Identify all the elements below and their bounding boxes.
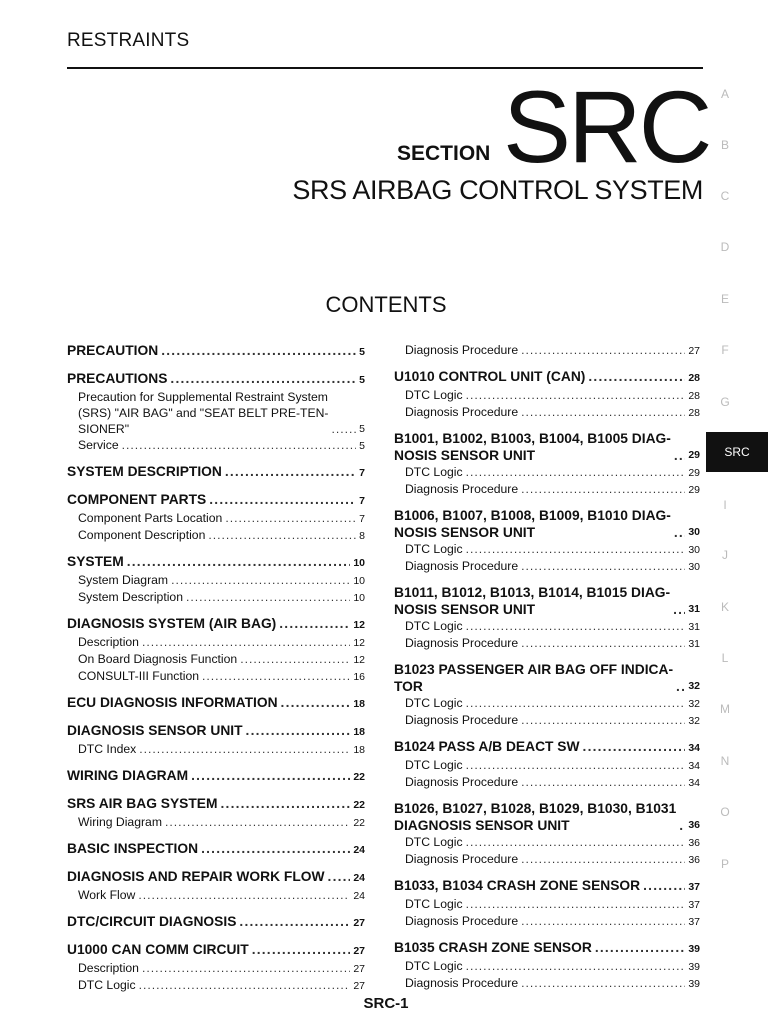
toc-subentry-page: 32 (688, 715, 700, 727)
toc-group (67, 694, 365, 713)
toc-section-entry-page: 24 (353, 844, 365, 856)
dot-leader (202, 668, 350, 684)
toc-subentry-page: 18 (353, 744, 365, 756)
toc-section-entry-page: 34 (688, 742, 700, 754)
toc-subentry-title: Diagnosis Procedure (405, 775, 519, 789)
toc-group (394, 800, 700, 868)
toc-subentry-page: 36 (688, 837, 700, 849)
page-number: SRC-1 (363, 995, 409, 1012)
toc-section-entry-title: SYSTEM DESCRIPTION (67, 464, 222, 479)
toc-section-entry-title: U1000 CAN COMM CIRCUIT (67, 942, 249, 957)
dot-leader (171, 572, 350, 588)
toc-subentry[interactable] (394, 541, 700, 558)
dot-leader (595, 939, 686, 956)
toc-subentry-title: Diagnosis Procedure (405, 343, 519, 357)
toc-subentry-title: Precaution for Supplemental Restraint System (SRS) "AIR BAG" and "SEAT BELT PRE-TEN- SIONER" (78, 390, 329, 436)
toc-subentry[interactable] (67, 634, 365, 651)
toc-subentry[interactable] (394, 712, 700, 729)
side-tab-e[interactable]: E (720, 292, 729, 306)
toc-section-entry-title: B1001, B1002, B1003, B1004, B1005 DIAG- NOSIS SENSOR UNIT (394, 431, 671, 463)
toc-subentry-page: 39 (688, 978, 700, 990)
toc-section-entry-page: 22 (353, 799, 365, 811)
toc-section-entry-page: 7 (359, 467, 365, 479)
toc-section-entry-page: 37 (688, 881, 700, 893)
dot-leader (521, 558, 685, 574)
side-tab-i[interactable]: I (723, 498, 727, 512)
toc-subentry-page: 16 (353, 671, 365, 683)
toc-subentry-page: 32 (688, 698, 700, 710)
toc-subentry[interactable] (394, 387, 700, 404)
toc-subentry-page: 24 (353, 890, 365, 902)
toc-section-entry[interactable] (67, 463, 365, 482)
toc-subentry-page: 27 (353, 963, 365, 975)
toc-subentry-title: DTC Index (78, 742, 137, 756)
toc-subentry-title: Component Description (78, 528, 206, 542)
toc-section-entry-title: PRECAUTIONS (67, 371, 168, 386)
toc-subentry-title: Diagnosis Procedure (405, 482, 519, 496)
toc-section-entry[interactable] (67, 615, 365, 634)
toc-subentry[interactable] (394, 834, 700, 851)
dot-leader (521, 913, 685, 929)
toc-section-entry-page: 27 (353, 945, 365, 957)
toc-subentry-title: DTC Logic (405, 696, 463, 710)
toc-section-entry[interactable] (67, 491, 365, 510)
toc-section-entry-page: 5 (359, 374, 365, 386)
toc-section-entry-title: SYSTEM (67, 554, 124, 569)
toc-section-entry[interactable] (394, 661, 700, 695)
side-tab-l[interactable]: L (721, 651, 729, 665)
toc-section-entry[interactable] (67, 767, 365, 786)
toc-group (67, 615, 365, 685)
dot-leader (138, 887, 350, 903)
side-tab-f[interactable]: F (721, 343, 729, 357)
side-tab-a[interactable]: A (720, 87, 729, 101)
toc-subentry-title: CONSULT-III Function (78, 669, 200, 683)
toc-section-entry-title: SRS AIR BAG SYSTEM (67, 796, 218, 811)
dot-leader (588, 368, 685, 385)
dot-leader (466, 834, 686, 850)
toc-group (67, 868, 365, 904)
toc-section-entry-title: B1006, B1007, B1008, B1009, B1010 DIAG- NOSIS SENSOR UNIT (394, 508, 671, 540)
toc-group (394, 368, 700, 421)
toc-subentry-page: 7 (359, 513, 365, 525)
toc-subentry[interactable] (394, 695, 700, 712)
dot-leader (679, 817, 685, 834)
toc-subentry-title: DTC Logic (405, 959, 463, 973)
toc-subentry-title: DTC Logic (405, 542, 463, 556)
toc-group (67, 342, 365, 361)
toc-subentry[interactable] (394, 618, 700, 635)
toc-section-entry-title: B1033, B1034 CRASH ZONE SENSOR (394, 878, 641, 893)
toc-subentry[interactable] (394, 913, 700, 930)
toc-subentry[interactable] (394, 958, 700, 975)
toc-subentry-page: 22 (353, 817, 365, 829)
toc-subentry-title: Diagnosis Procedure (405, 976, 519, 990)
toc-subentry[interactable] (394, 464, 700, 481)
dot-leader (201, 840, 350, 857)
toc-subentry[interactable] (67, 887, 365, 904)
toc-section-entry[interactable] (394, 738, 700, 757)
toc-subentry-title: Description (78, 635, 139, 649)
side-tab-d[interactable]: D (720, 240, 730, 254)
toc-subentry-page: 12 (353, 654, 365, 666)
toc-subentry-title: Diagnosis Procedure (405, 852, 519, 866)
dot-leader (331, 421, 356, 437)
dot-leader (521, 774, 685, 790)
dot-leader (170, 370, 356, 387)
toc-section-entry[interactable] (394, 507, 700, 541)
toc-section-entry[interactable] (67, 370, 365, 389)
toc-subentry-page: 31 (688, 621, 700, 633)
toc-group (394, 430, 700, 498)
toc-subentry[interactable] (67, 589, 365, 606)
toc-group (394, 342, 700, 359)
dot-leader (328, 868, 351, 885)
dot-leader (208, 527, 356, 543)
dot-leader (246, 722, 351, 739)
dot-leader (643, 877, 685, 894)
toc-subentry-page: 8 (359, 530, 365, 542)
toc-subentry-title: System Description (78, 590, 183, 604)
toc-section-entry-page: 28 (688, 372, 700, 384)
dot-leader (521, 635, 685, 651)
toc-section-entry-title: DIAGNOSIS SYSTEM (AIR BAG) (67, 616, 277, 631)
dot-leader (209, 491, 356, 508)
toc-section-entry[interactable] (394, 368, 700, 387)
toc-section-entry-page: 31 (688, 603, 700, 615)
toc-subentry[interactable] (394, 342, 700, 359)
toc-section-entry[interactable] (67, 868, 365, 887)
toc-section-entry[interactable] (394, 430, 700, 464)
toc-subentry[interactable] (67, 389, 365, 437)
toc-section-entry[interactable] (67, 795, 365, 814)
toc-section-entry-page: 32 (688, 680, 700, 692)
dot-leader (521, 404, 685, 420)
toc-group (67, 840, 365, 859)
dot-leader (281, 694, 351, 711)
toc-subentry-page: 29 (688, 467, 700, 479)
toc-section-entry[interactable] (394, 877, 700, 896)
toc-section-entry-title: PRECAUTION (67, 343, 159, 358)
toc-subentry-page: 5 (359, 423, 365, 435)
toc-section-entry-title: ECU DIAGNOSIS INFORMATION (67, 695, 278, 710)
toc-subentry-page: 37 (688, 916, 700, 928)
dot-leader (521, 481, 685, 497)
toc-subentry-title: DTC Logic (405, 388, 463, 402)
dot-leader (127, 553, 351, 570)
toc-subentry[interactable] (394, 404, 700, 421)
side-tab-o[interactable]: O (720, 805, 730, 819)
toc-section-entry-title: B1011, B1012, B1013, B1014, B1015 DIAG- NOSIS SENSOR UNIT (394, 585, 671, 617)
dot-leader (191, 767, 350, 784)
toc-section-entry[interactable] (67, 722, 365, 741)
dot-leader (673, 601, 685, 618)
toc-subentry[interactable] (67, 510, 365, 527)
toc-subentry[interactable] (394, 774, 700, 791)
toc-subentry-page: 37 (688, 899, 700, 911)
toc-subentry[interactable] (67, 651, 365, 668)
dot-leader (142, 960, 350, 976)
toc-section-entry-page: 36 (688, 819, 700, 831)
toc-subentry[interactable] (394, 896, 700, 913)
dot-leader (279, 615, 350, 632)
toc-section-entry-title: B1035 CRASH ZONE SENSOR (394, 940, 592, 955)
toc-left-column (67, 342, 365, 1003)
toc-subentry-page: 34 (688, 777, 700, 789)
side-tab-c[interactable]: C (720, 189, 730, 203)
dot-leader (521, 851, 685, 867)
dot-leader (466, 896, 686, 912)
running-header: RESTRAINTS (67, 30, 190, 51)
side-tab-j[interactable]: J (722, 548, 728, 562)
toc-subentry-title: Diagnosis Procedure (405, 636, 519, 650)
toc-section-entry-page: 22 (353, 771, 365, 783)
toc-section-entry-page: 39 (688, 943, 700, 955)
toc-subentry-title: Service (78, 438, 119, 452)
toc-subentry[interactable] (67, 572, 365, 589)
toc-section-entry[interactable] (67, 840, 365, 859)
toc-section-entry-page: 29 (688, 449, 700, 461)
dot-leader (252, 941, 351, 958)
toc-subentry-title: Diagnosis Procedure (405, 559, 519, 573)
toc-subentry-page: 29 (688, 484, 700, 496)
toc-section-entry[interactable] (67, 941, 365, 960)
toc-subentry-page: 10 (353, 592, 365, 604)
dot-leader (674, 447, 685, 464)
toc-subentry[interactable] (394, 481, 700, 498)
toc-subentry[interactable] (394, 635, 700, 652)
toc-section-entry-title: B1024 PASS A/B DEACT SW (394, 739, 580, 754)
toc-subentry-title: Work Flow (78, 888, 136, 902)
toc-group (394, 738, 700, 791)
toc-section-entry-title: DTC/CIRCUIT DIAGNOSIS (67, 914, 237, 929)
dot-leader (240, 651, 350, 667)
toc-right-column (394, 342, 700, 1001)
toc-section-entry-title: WIRING DIAGRAM (67, 768, 189, 783)
toc-subentry-page: 12 (353, 637, 365, 649)
toc-section-entry-page: 7 (359, 495, 365, 507)
dot-leader (583, 738, 686, 755)
toc-subentry-title: Diagnosis Procedure (405, 713, 519, 727)
header-rule (67, 67, 703, 69)
toc-subentry[interactable] (394, 558, 700, 575)
toc-subentry-title: DTC Logic (405, 897, 463, 911)
dot-leader (221, 795, 351, 812)
toc-subentry-page: 10 (353, 575, 365, 587)
toc-group (67, 722, 365, 758)
toc-group (67, 370, 365, 454)
dot-leader (674, 524, 685, 541)
dot-leader (466, 757, 686, 773)
toc-subentry-title: On Board Diagnosis Function (78, 652, 238, 666)
toc-section-entry-page: 18 (353, 726, 365, 738)
toc-subentry-page: 28 (688, 407, 700, 419)
toc-subentry-title: DTC Logic (405, 465, 463, 479)
toc-subentry[interactable] (67, 814, 365, 831)
toc-subentry-title: Description (78, 961, 139, 975)
toc-subentry[interactable] (67, 741, 365, 758)
toc-section-entry-title: BASIC INSPECTION (67, 841, 199, 856)
toc-subentry-title: DTC Logic (405, 619, 463, 633)
toc-subentry-page: 28 (688, 390, 700, 402)
toc-section-entry-page: 5 (359, 346, 365, 358)
side-tab-m[interactable]: M (720, 702, 730, 716)
dot-leader (521, 712, 685, 728)
toc-group (67, 491, 365, 544)
dot-leader (161, 342, 356, 359)
toc-section-entry[interactable] (67, 694, 365, 713)
toc-group (394, 584, 700, 652)
toc-section-entry[interactable] (394, 939, 700, 958)
toc-subentry[interactable] (394, 757, 700, 774)
toc-subentry[interactable] (67, 960, 365, 977)
dot-leader (142, 634, 350, 650)
toc-subentry-title: System Diagram (78, 573, 169, 587)
side-tab-b[interactable]: B (720, 138, 729, 152)
toc-subentry-title: DTC Logic (78, 978, 136, 992)
toc-section-entry-title: B1026, B1027, B1028, B1029, B1030, B1031 DIAGNOSIS SENSOR UNIT (394, 801, 677, 833)
dot-leader (676, 678, 685, 695)
side-tab-src[interactable]: SRC (706, 432, 768, 472)
toc-group (67, 795, 365, 831)
dot-leader (521, 342, 685, 358)
toc-subentry-title: Diagnosis Procedure (405, 914, 519, 928)
toc-section-entry-title: U1010 CONTROL UNIT (CAN) (394, 369, 586, 384)
toc-subentry-page: 27 (688, 345, 700, 357)
toc-group (67, 553, 365, 606)
dot-leader (521, 975, 685, 991)
toc-section-entry[interactable] (67, 342, 365, 361)
toc-group (394, 939, 700, 992)
toc-section-entry-title: DIAGNOSIS SENSOR UNIT (67, 723, 243, 738)
toc-section-entry[interactable] (67, 913, 365, 932)
toc-group (394, 877, 700, 930)
dot-leader (225, 463, 356, 480)
toc-subentry-page: 31 (688, 638, 700, 650)
toc-subentry-title: DTC Logic (405, 758, 463, 772)
toc-subentry-page: 36 (688, 854, 700, 866)
side-tab-k[interactable]: K (720, 600, 729, 614)
dot-leader (225, 510, 356, 526)
toc-subentry[interactable] (394, 851, 700, 868)
toc-section-entry-page: 10 (353, 557, 365, 569)
toc-subentry-title: DTC Logic (405, 835, 463, 849)
toc-subentry-page: 5 (359, 440, 365, 452)
dot-leader (466, 464, 686, 480)
toc-section-entry[interactable] (394, 800, 700, 834)
dot-leader (186, 589, 350, 605)
section-label: SECTION (397, 142, 491, 165)
side-tab-n[interactable]: N (720, 754, 730, 768)
toc-subentry-page: 39 (688, 961, 700, 973)
toc-subentry[interactable] (67, 527, 365, 544)
toc-section-entry-page: 12 (353, 619, 365, 631)
toc-group (394, 507, 700, 575)
dot-leader (466, 541, 686, 557)
toc-group (67, 463, 365, 482)
toc-section-entry[interactable] (394, 584, 700, 618)
toc-subentry[interactable] (67, 668, 365, 685)
toc-group (67, 913, 365, 932)
toc-group (67, 941, 365, 994)
dot-leader (139, 977, 351, 993)
side-tab-g[interactable]: G (720, 395, 730, 409)
toc-subentry-title: Diagnosis Procedure (405, 405, 519, 419)
side-tab-p[interactable]: P (720, 857, 729, 871)
toc-group (67, 767, 365, 786)
toc-subentry-title: Wiring Diagram (78, 815, 162, 829)
toc-section-entry[interactable] (67, 553, 365, 572)
toc-subentry[interactable] (67, 437, 365, 454)
toc-subentry-page: 30 (688, 544, 700, 556)
toc-subentry-page: 34 (688, 760, 700, 772)
toc-section-entry-page: 18 (353, 698, 365, 710)
toc-subentry-page: 30 (688, 561, 700, 573)
dot-leader (466, 387, 686, 403)
toc-subentry[interactable] (394, 975, 700, 992)
toc-subentry[interactable] (67, 977, 365, 994)
contents-heading: CONTENTS (325, 292, 447, 317)
toc-section-entry-title: B1023 PASSENGER AIR BAG OFF INDICA- TOR (394, 662, 674, 694)
toc-section-entry-page: 24 (353, 872, 365, 884)
dot-leader (466, 958, 686, 974)
toc-section-entry-page: 27 (353, 917, 365, 929)
dot-leader (466, 618, 686, 634)
toc-section-entry-page: 30 (688, 526, 700, 538)
toc-subentry-title: Component Parts Location (78, 511, 223, 525)
toc-section-entry-title: DIAGNOSIS AND REPAIR WORK FLOW (67, 869, 325, 884)
dot-leader (165, 814, 350, 830)
section-code: SRC (503, 70, 710, 184)
dot-leader (239, 913, 350, 930)
toc-section-entry-title: COMPONENT PARTS (67, 492, 207, 507)
toc-subentry-page: 27 (353, 980, 365, 992)
toc-group (394, 661, 700, 729)
dot-leader (466, 695, 686, 711)
dot-leader (139, 741, 350, 757)
dot-leader (122, 437, 357, 453)
section-title: SRS AIRBAG CONTROL SYSTEM (292, 175, 703, 205)
